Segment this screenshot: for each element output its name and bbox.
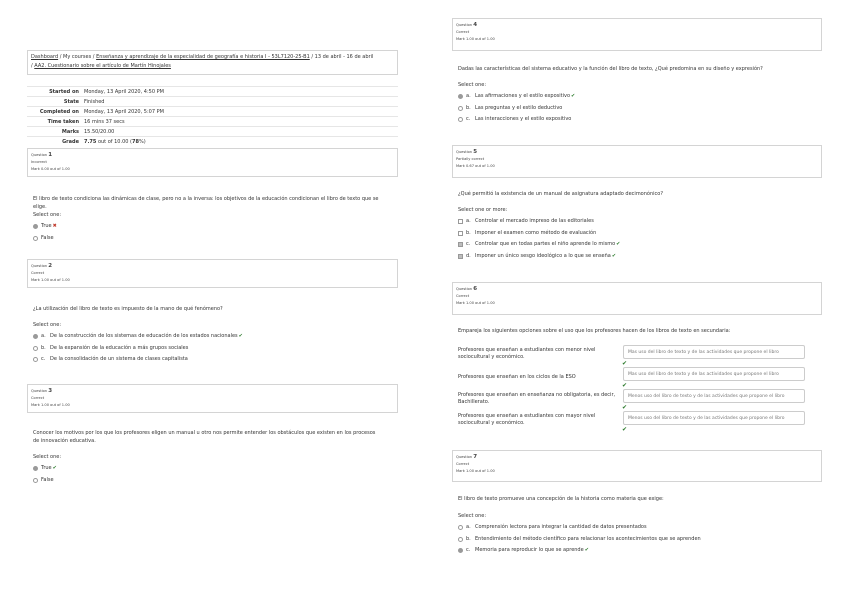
question-6-text: Empareja los siguientes opciones sobre el uso que los profesores hacen de los libros de texto en secundaria:: [458, 328, 731, 334]
q4-option-b[interactable]: b. Las preguntas y el estilo deductivo: [458, 103, 575, 115]
radio-icon[interactable]: [458, 537, 463, 542]
breadcrumb-quiz[interactable]: AA2. Cuestionario sobre el artículo de Martín Hinojales: [34, 63, 171, 69]
radio-icon[interactable]: [33, 334, 38, 339]
check-icon: ✔: [622, 360, 628, 367]
checkbox-icon[interactable]: [458, 231, 463, 236]
q7-option-a[interactable]: a. Comprensión lectora para integrar la cantidad de datos presentados: [458, 522, 701, 534]
question-7-info: Question 7 Correct Mark 1.00 out of 1.00: [452, 450, 822, 482]
question-7-options: Select one: a. Comprensión lectora para integrar la cantidad de datos presentados b. Entendimiento del método científico para relacionar los acontecimientos que se aprenden c. Memoria para reproducir lo que se aprende ✔: [458, 511, 701, 557]
radio-icon[interactable]: [33, 346, 38, 351]
summary-row-completed: Completed on Monday, 13 April 2020, 5:07 PM: [27, 106, 398, 116]
attempt-summary: [27, 86, 398, 146]
radio-icon[interactable]: [458, 106, 463, 111]
q2-option-a[interactable]: a. De la construcción de los sistemas de educación de los estados nacionales ✔: [33, 331, 243, 343]
radio-icon[interactable]: [33, 224, 38, 229]
q6-pair-2-label: Profesores que enseñan en los ciclos de la ESO: [458, 374, 576, 380]
summary-row-time: Time taken 16 mins 37 secs: [27, 116, 398, 126]
checkbox-icon[interactable]: [458, 242, 463, 247]
q6-pair-3-label: Profesores que enseñan en enseñanza no obligatoria, es decir, Bachillerato.: [458, 392, 616, 405]
radio-icon[interactable]: [33, 466, 38, 471]
breadcrumb-my-courses[interactable]: My courses: [63, 54, 92, 60]
radio-icon[interactable]: [458, 525, 463, 530]
question-5-options: Select one or more: a. Controlar el mercado impreso de las editoriales b. Imponer el examen como método de evaluación c. Controlar que en todas partes el niño aprende lo mismo ✔ d. Imponer un único sesgo ideológico a lo que se enseña ✔: [458, 205, 620, 262]
breadcrumb: Dashboard / My courses / Enseñanza y aprendizaje de la especialidad de geografía e historia I - 53L7120-25-B1 / 13 de abril - 16 de abril / AA2. Cuestionario sobre el artículo de Martín Hinojales: [27, 50, 398, 75]
check-icon: ✔: [52, 465, 57, 472]
summary-row-started: Started on Monday, 13 April 2020, 4:50 PM: [27, 86, 398, 96]
q1-option-false[interactable]: False: [33, 233, 61, 245]
question-5-info: Question 5 Partially correct Mark 0.67 out of 1.00: [452, 145, 822, 178]
checkbox-icon[interactable]: [458, 254, 463, 259]
breadcrumb-week[interactable]: 13 de abril - 16 de abril: [314, 54, 374, 60]
question-4-info: Question 4 Correct Mark 1.00 out of 1.00: [452, 18, 822, 51]
question-1-text: El libro de texto condiciona las dinámicas de clase, pero no a la inversa: los objetivos de la educación condicionan el libro de texto que se elige.: [33, 196, 379, 210]
question-6-info: Question 6 Correct Mark 1.00 out of 1.00: [452, 282, 822, 315]
q2-option-c[interactable]: c. De la consolidación de un sistema de clases capitalista: [33, 354, 243, 366]
q2-option-b[interactable]: b. De la expansión de la educación a más grupos sociales: [33, 343, 243, 355]
question-3-options: Select one: True ✔ False: [33, 452, 61, 486]
radio-icon[interactable]: [33, 478, 38, 483]
breadcrumb-course[interactable]: Enseñanza y aprendizaje de la especialidad de geografía e historia I - 53L7120-25-B1: [96, 54, 310, 60]
q6-pair-3-select[interactable]: Menos uso del libro de texto y de las actividades que propone el libro: [623, 389, 805, 403]
check-icon: ✔: [622, 382, 628, 389]
radio-icon[interactable]: [458, 117, 463, 122]
check-icon: ✔: [238, 333, 243, 340]
q5-option-b[interactable]: b. Imponer el examen como método de evaluación: [458, 228, 620, 240]
radio-icon[interactable]: [33, 357, 38, 362]
question-2-info: Question 2 Correct Mark 1.00 out of 1.00: [27, 259, 398, 288]
radio-icon[interactable]: [33, 236, 38, 241]
summary-row-marks: Marks 15.50/20.00: [27, 126, 398, 136]
question-1-info: Question 1 Incorrect Mark 0.00 out of 1.00: [27, 148, 398, 177]
q7-option-b[interactable]: b. Entendimiento del método científico para relacionar los acontecimientos que se aprenden: [458, 534, 701, 546]
q5-option-c[interactable]: c. Controlar que en todas partes el niño aprende lo mismo ✔: [458, 239, 620, 251]
breadcrumb-dashboard[interactable]: Dashboard: [31, 54, 59, 60]
radio-icon[interactable]: [458, 548, 463, 553]
question-3-info: Question 3 Correct Mark 1.00 out of 1.00: [27, 384, 398, 413]
question-2-text: ¿La utilización del libro de texto es impuesto de la mano de qué fenómeno?: [33, 306, 223, 312]
check-icon: ✔: [622, 404, 628, 411]
q7-option-c[interactable]: c. Memoria para reproducir lo que se aprende ✔: [458, 545, 701, 557]
incorrect-icon: ✖: [52, 223, 57, 230]
question-5-text: ¿Qué permitió la existencia de un manual de asignatura adaptado decimonónico?: [458, 191, 663, 197]
question-3-text: Conocer los motivos por los que los profesores eligen un manual u otro nos permite entender los obstáculos que existen en los procesos de innovación educativa.: [33, 430, 376, 444]
q6-pair-1-label: Profesores que enseñan a estudiantes con menor nivel sociocultural y económico.: [458, 347, 596, 360]
q1-option-true[interactable]: True ✖: [33, 221, 61, 233]
question-4-options: Select one: a. Las afirmaciones y el estilo expositivo ✔ b. Las preguntas y el estilo deductivo c. Las interacciones y el estilo expositivo: [458, 80, 575, 126]
q5-option-d[interactable]: d. Imponer un único sesgo ideológico a lo que se enseña ✔: [458, 251, 620, 263]
q6-pair-4-select[interactable]: Menos uso del libro de texto y de las actividades que propone el libro: [623, 411, 805, 425]
q6-pair-2-select[interactable]: Mas uso del libro de texto y de las actividades que propone el libro: [623, 367, 805, 381]
q6-pair-4-label: Profesores que enseñan a estudiantes con mayor nivel sociocultural y económico.: [458, 413, 596, 426]
summary-row-state: State Finished: [27, 96, 398, 106]
q4-option-c[interactable]: c. Las interacciones y el estilo expositivo: [458, 114, 575, 126]
q3-option-false[interactable]: False: [33, 475, 61, 487]
question-1-options: Select one: True ✖ False: [33, 210, 61, 244]
check-icon: ✔: [584, 547, 589, 554]
check-icon: ✔: [571, 93, 576, 100]
q4-option-a[interactable]: a. Las afirmaciones y el estilo expositivo ✔: [458, 91, 575, 103]
checkbox-icon[interactable]: [458, 219, 463, 224]
radio-icon[interactable]: [458, 94, 463, 99]
q6-pair-1-select[interactable]: Mas uso del libro de texto y de las actividades que propone el libro: [623, 345, 805, 359]
q5-option-a[interactable]: a. Controlar el mercado impreso de las editoriales: [458, 216, 620, 228]
question-4-text: Dadas las características del sistema educativo y la función del libro de texto, ¿Qué predomina en su diseño y expresión?: [458, 66, 763, 72]
check-icon: ✔: [616, 241, 621, 248]
check-icon: ✔: [622, 426, 628, 433]
summary-row-grade: Grade 7.75 out of 10.00 (78%): [27, 136, 398, 146]
check-icon: ✔: [611, 252, 617, 259]
question-7-text: El libro de texto promueve una concepción de la historia como materia que exige:: [458, 496, 664, 502]
question-2-options: Select one: a. De la construcción de los sistemas de educación de los estados nacionales ✔ b. De la expansión de la educación a más grupos sociales c. De la consolidación de un sistema de clases capitalista: [33, 320, 243, 366]
q3-option-true[interactable]: True ✔: [33, 463, 61, 475]
